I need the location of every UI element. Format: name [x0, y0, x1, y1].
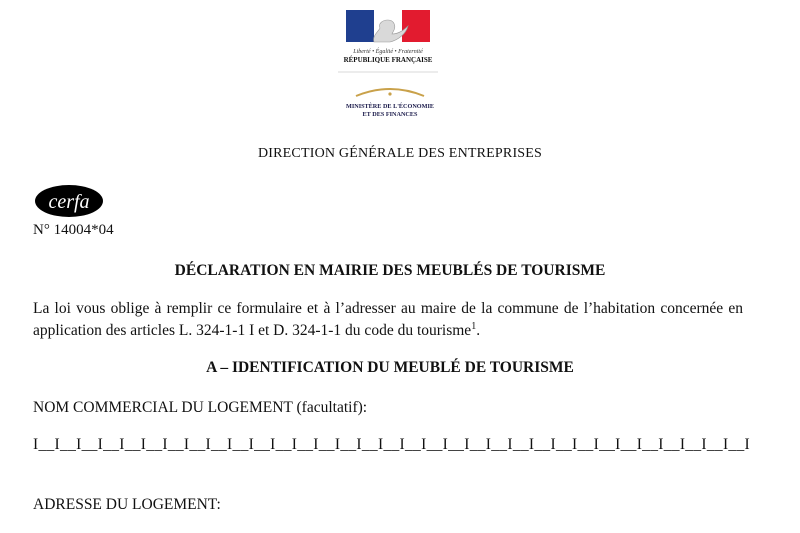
- intro-end: .: [476, 322, 481, 339]
- ministry-logo: [330, 82, 450, 124]
- intro-text: La loi vous oblige à remplir ce formulaire et à l’adresser au maire de la commune de l’habitation concernée en application des articles L. 324-1-1 I et D. 324-1-1 du code du tourisme: [33, 300, 743, 339]
- direction-heading: DIRECTION GÉNÉRALE DES ENTREPRISES: [257, 146, 543, 161]
- ministry-line2: ET DES FINANCES: [362, 111, 418, 118]
- section-a-title: A – IDENTIFICATION DU MEUBLÉ DE TOURISME: [206, 359, 574, 376]
- republique-francaise-logo: [334, 6, 442, 74]
- footnote-ref: 1: [471, 320, 477, 332]
- document-title: DÉCLARATION EN MAIRIE DES MEUBLÉS DE TOURISME: [174, 262, 606, 279]
- intro-paragraph: [33, 298, 743, 342]
- commercial-name-label: NOM COMMERCIAL DU LOGEMENT (facultatif):: [33, 399, 368, 416]
- cerfa-logo-text: cerfa: [48, 191, 90, 213]
- flag-red-band: [402, 10, 430, 42]
- ministry-line1: MINISTÈRE DE L'ÉCONOMIE: [345, 103, 435, 110]
- flag-blue-band: [346, 10, 374, 42]
- ministry-dot-icon: [388, 92, 391, 95]
- republic-name: RÉPUBLIQUE FRANÇAISE: [343, 56, 433, 64]
- commercial-name-field[interactable]: I__I__I__I__I__I__I__I__I__I__I__I__I__I__I__I__I__I__I__I__I__I__I__I__I__I__I__I__I__I__I__I__I__I: [33, 436, 750, 453]
- cerfa-logo: [34, 183, 104, 219]
- republic-motto: Liberté • Égalité • Fraternité: [353, 49, 423, 55]
- form-number: N° 14004*04: [33, 222, 114, 238]
- address-label: ADRESSE DU LOGEMENT:: [33, 496, 221, 513]
